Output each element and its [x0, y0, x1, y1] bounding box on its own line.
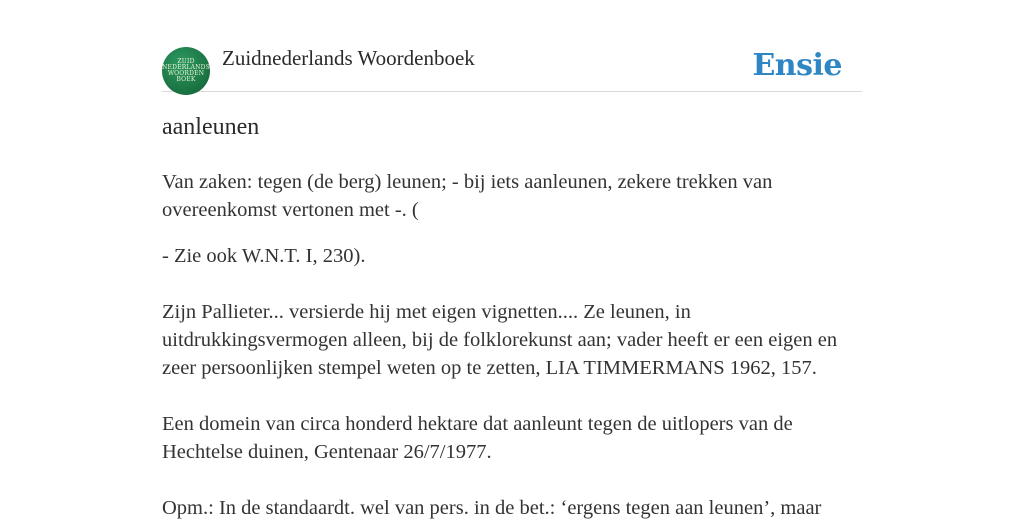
dictionary-name-link[interactable]: Zuidnederlands Woordenboek [222, 46, 475, 70]
ensie-brand-link[interactable]: Ensie [752, 48, 842, 83]
logo-text-line: ZUID [177, 58, 195, 65]
page [162, 0, 862, 519]
quote-paragraph: Een domein van circa honderd hektare dat aanleunt tegen de uitlopers van de Hechtelse duinen, Gentenaar 26/7/1977. [162, 413, 793, 463]
entry-body [162, 168, 862, 522]
logo-text-line: BOEK [176, 76, 196, 83]
logo-text-line: WOORDEN [167, 70, 205, 77]
quote-paragraph: Zijn Pallieter... versierde hij met eigen vignetten.... Ze leunen, in uitdrukkingsvermogen alleen, bij de folklorekunst aan; vader heeft er een eigen en zeer persoonlijken stempel weten op te zetten, LIA TIMMERMANS 1962, 157. [162, 301, 838, 379]
site-logo[interactable] [162, 47, 210, 95]
site-header [162, 0, 862, 92]
logo-text-line: NEDERLANDS [162, 64, 210, 71]
entry-title: aanleunen [162, 114, 260, 140]
definition-paragraph: Van zaken: tegen (de berg) leunen; - bij iets aanleunen, zekere trekken van overeenkomst vertonen met -. ( [162, 171, 773, 221]
reference-paragraph: - Zie ook W.N.T. I, 230). [162, 245, 366, 267]
remark-paragraph: Opm.: In de standaardt. wel van pers. in de bet.: ‘ergens tegen aan leunen’, maar [162, 497, 822, 519]
